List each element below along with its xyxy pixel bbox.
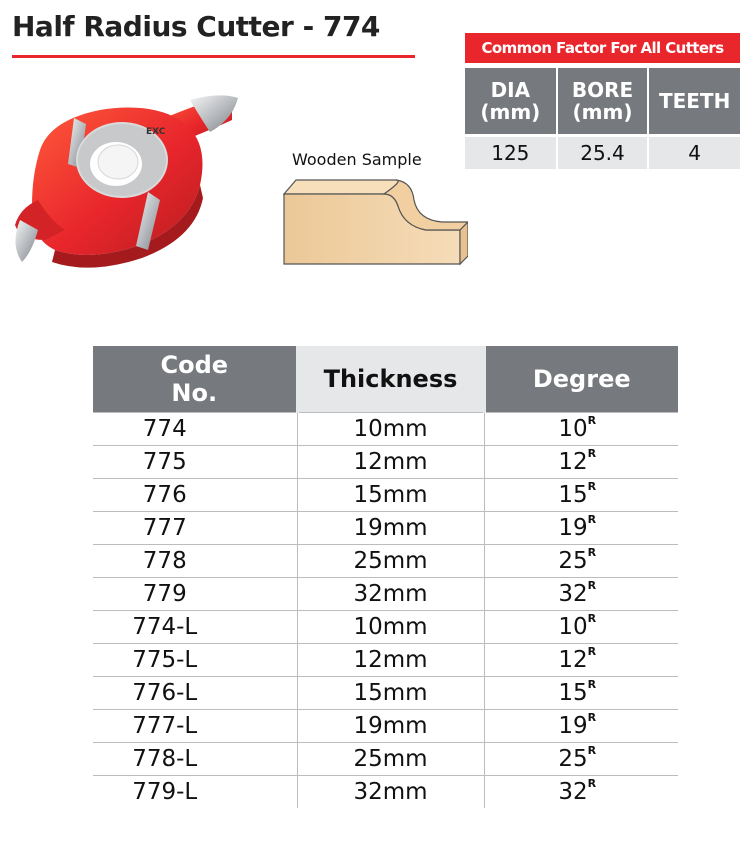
bore-header (557, 68, 649, 136)
page-title: Half Radius Cutter - 774 (12, 10, 380, 43)
degree-suffix: R (587, 546, 597, 559)
thickness-cell: 15mm (297, 677, 484, 710)
degree-cell (484, 545, 678, 578)
common-factor-header-row (465, 68, 740, 136)
table-row (93, 446, 678, 479)
cutter-logo: EXC (146, 127, 166, 137)
teeth-header-label: TEETH (658, 89, 731, 113)
table-row (93, 545, 678, 578)
code-no-header (93, 346, 297, 413)
degree-value: 10 (558, 416, 588, 442)
table-row (93, 710, 678, 743)
degree-suffix: R (587, 579, 597, 592)
common-factor-value-row (465, 136, 740, 170)
table-row (93, 611, 678, 644)
thickness-cell: 12mm (297, 644, 484, 677)
code-cell: 778-L (93, 743, 297, 776)
degree-header: Degree (484, 346, 678, 413)
code-header-line2: No. (171, 379, 218, 407)
degree-value: 10 (558, 614, 588, 640)
dia-header (465, 68, 557, 136)
thickness-header: Thickness (297, 346, 484, 413)
degree-value: 32 (558, 779, 588, 805)
degree-suffix: R (587, 513, 597, 526)
common-factor-title: Common Factor For All Cutters (465, 33, 740, 63)
table-row (93, 413, 678, 446)
degree-value: 19 (558, 713, 588, 739)
degree-value: 15 (558, 680, 588, 706)
thickness-cell: 32mm (297, 578, 484, 611)
degree-cell (484, 644, 678, 677)
code-cell: 778 (93, 545, 297, 578)
degree-value: 12 (558, 647, 588, 673)
degree-suffix: R (587, 678, 597, 691)
dia-header-label: DIA (490, 78, 531, 102)
degree-suffix: R (587, 612, 597, 625)
thickness-cell: 10mm (297, 413, 484, 446)
thickness-cell: 10mm (297, 611, 484, 644)
code-cell: 774-L (93, 611, 297, 644)
degree-cell (484, 743, 678, 776)
table-row (93, 512, 678, 545)
code-cell: 774 (93, 413, 297, 446)
code-table-body (93, 413, 678, 809)
table-row (93, 743, 678, 776)
thickness-cell: 19mm (297, 512, 484, 545)
degree-cell (484, 710, 678, 743)
cutter-image (10, 80, 250, 270)
degree-cell (484, 479, 678, 512)
code-table (93, 346, 678, 808)
code-header-line1: Code (160, 351, 229, 379)
degree-value: 25 (558, 548, 588, 574)
teeth-header (648, 68, 740, 136)
degree-suffix: R (587, 447, 597, 460)
thickness-cell: 32mm (297, 776, 484, 809)
thickness-cell: 25mm (297, 545, 484, 578)
degree-suffix: R (587, 777, 597, 790)
table-row (93, 644, 678, 677)
bore-header-label: BORE (571, 78, 634, 102)
table-row (93, 776, 678, 809)
degree-value: 12 (558, 449, 588, 475)
degree-cell (484, 446, 678, 479)
code-cell: 777 (93, 512, 297, 545)
code-cell: 777-L (93, 710, 297, 743)
code-cell: 779 (93, 578, 297, 611)
degree-suffix: R (587, 711, 597, 724)
code-table-header-row (93, 346, 678, 413)
code-cell: 776-L (93, 677, 297, 710)
thickness-cell: 12mm (297, 446, 484, 479)
table-row (93, 479, 678, 512)
common-factor-table (465, 68, 740, 169)
degree-value: 25 (558, 746, 588, 772)
dia-header-unit: (mm) (480, 100, 541, 124)
degree-cell (484, 611, 678, 644)
degree-cell (484, 413, 678, 446)
dia-value: 125 (465, 136, 557, 170)
bore-value: 25.4 (557, 136, 649, 170)
degree-cell (484, 677, 678, 710)
degree-cell (484, 512, 678, 545)
code-cell: 776 (93, 479, 297, 512)
table-row (93, 578, 678, 611)
degree-value: 19 (558, 515, 588, 541)
thickness-cell: 15mm (297, 479, 484, 512)
degree-suffix: R (587, 480, 597, 493)
thickness-cell: 25mm (297, 743, 484, 776)
table-row (93, 677, 678, 710)
bore-header-unit: (mm) (572, 100, 633, 124)
degree-value: 15 (558, 482, 588, 508)
thickness-cell: 19mm (297, 710, 484, 743)
code-cell: 779-L (93, 776, 297, 809)
code-cell: 775-L (93, 644, 297, 677)
wooden-sample-label: Wooden Sample (292, 150, 422, 169)
degree-suffix: R (587, 645, 597, 658)
degree-cell (484, 578, 678, 611)
degree-suffix: R (587, 744, 597, 757)
title-underline (12, 55, 415, 58)
code-cell: 775 (93, 446, 297, 479)
degree-value: 32 (558, 581, 588, 607)
teeth-value: 4 (648, 136, 740, 170)
degree-suffix: R (587, 414, 597, 427)
wooden-sample-image (276, 172, 468, 272)
degree-cell (484, 776, 678, 809)
